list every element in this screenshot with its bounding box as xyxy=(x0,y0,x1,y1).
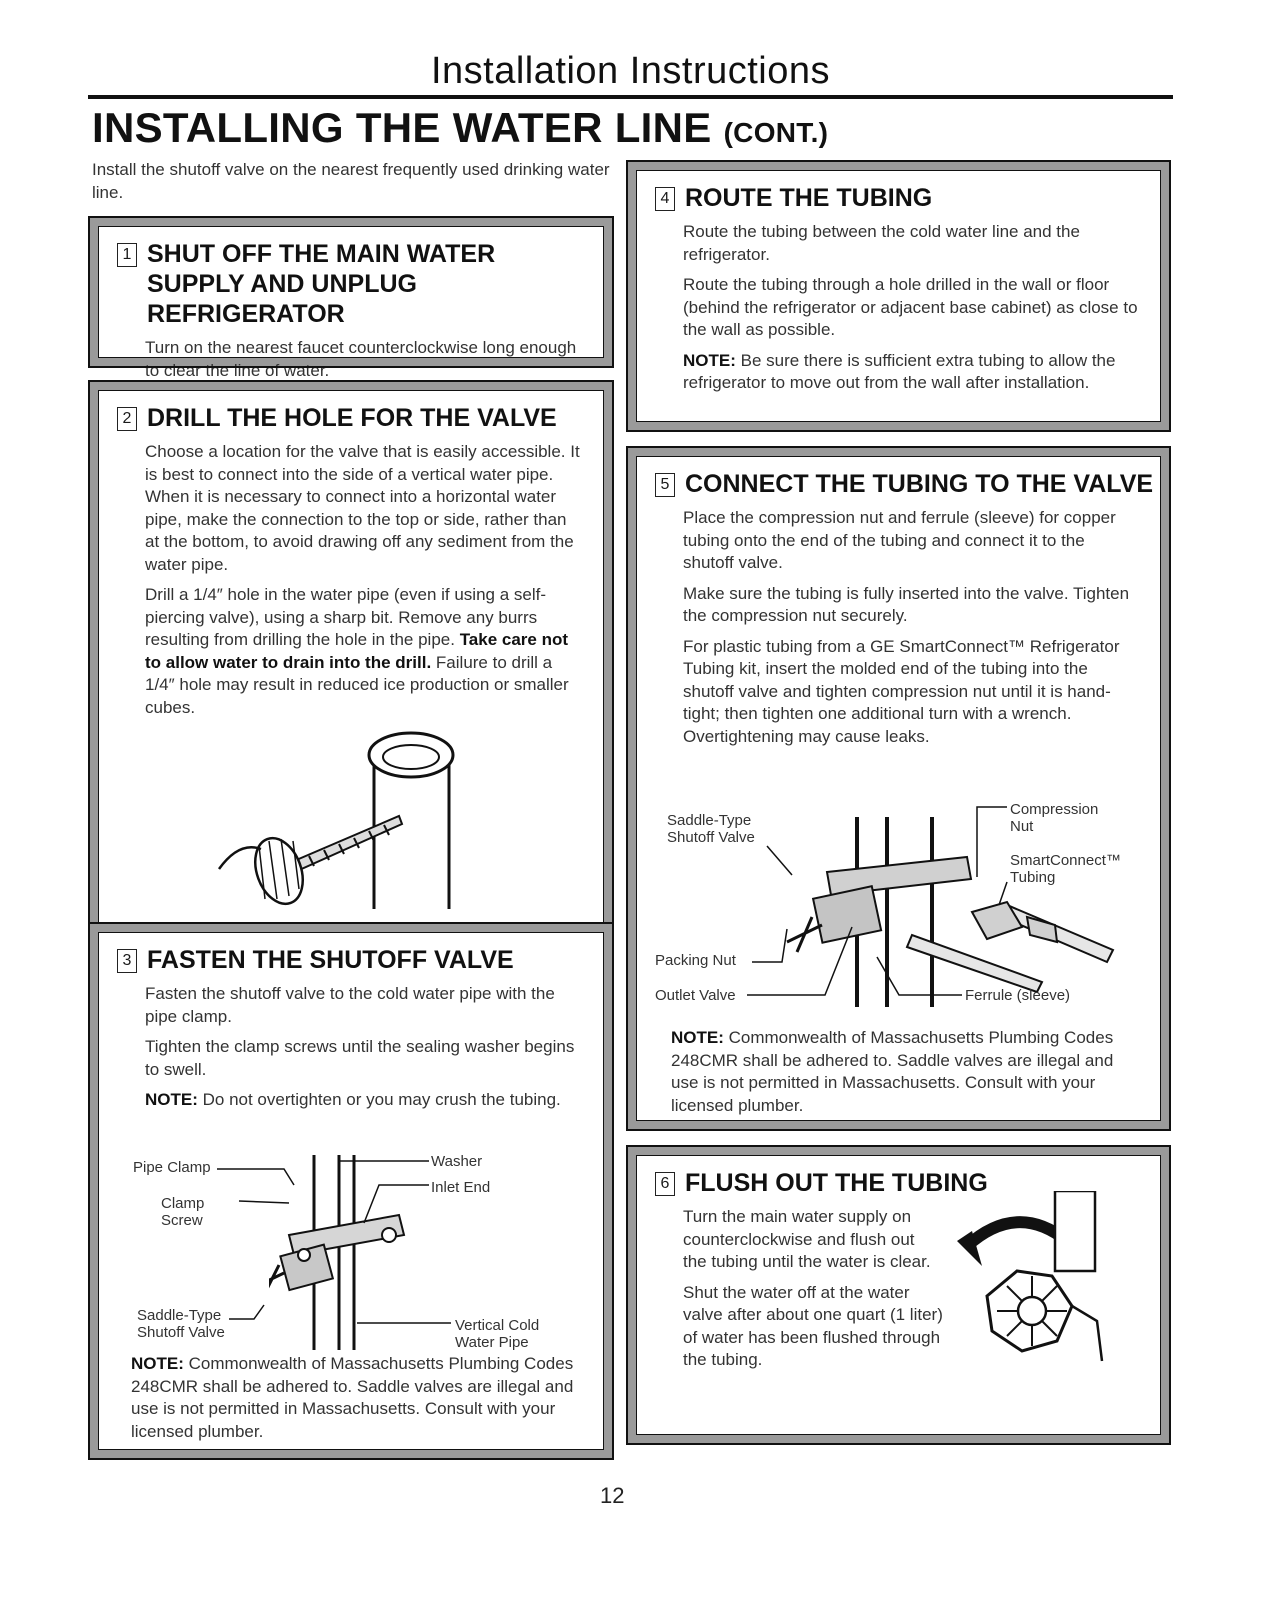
step-3-note-2-label: NOTE: xyxy=(131,1354,184,1373)
step-4-para-1: Route the tubing between the cold water line and the refrigerator. xyxy=(683,222,1080,264)
label-packing-nut: Packing Nut xyxy=(655,952,736,969)
step-2-para-2-text: Drill a 1/4″ hole in the water pipe (even if using a self-piercing valve), using a sharp bit. Remove any burrs resulting from drilling the hole in the pipe. xyxy=(145,585,547,649)
step-4-note xyxy=(683,350,1138,395)
step-5-number: 5 xyxy=(655,473,675,497)
step-2-para-2-after: Failure to drill a 1/4″ hole may result in reduced ice production or smaller cubes. xyxy=(145,652,569,717)
label-compression-nut: Compression Nut xyxy=(1010,801,1099,835)
label-clamp-screw: Clamp Screw xyxy=(161,1195,205,1229)
step-5-para-3: For plastic tubing from a GE SmartConnect™ Refrigerator Tubing kit, insert the molded end of the tubing into the shutoff valve and tighten compression nut until it is hand-tight; then tighten one additional turn with a wrench. Overtightening may cause leaks. xyxy=(683,636,1120,746)
label-vertical-pipe: Vertical Cold Water Pipe xyxy=(455,1317,540,1351)
step-3-note-label: NOTE: xyxy=(145,1090,198,1109)
step-2-warning: Take care not to allow water to drain into the drill. xyxy=(145,630,569,672)
step-6-para-2: Shut the water off at the water valve after about one quart (1 liter) of water has been flushed through the tubing. xyxy=(683,1282,943,1369)
step-1-text: Turn on the nearest faucet counterclockwise long enough to clear the line of water. xyxy=(145,338,577,380)
step-5-note xyxy=(671,1027,1141,1117)
step-4-header xyxy=(655,183,1160,213)
step-5-para-1: Place the compression nut and ferrule (sleeve) for copper tubing onto the end of the tubing and connect it to the shutoff valve. xyxy=(683,508,1116,572)
step-4-note-text: Be sure there is sufficient extra tubing to allow the refrigerator to move out from the wall after installation. xyxy=(683,350,1116,392)
step-1-title: SHUT OFF THE MAIN WATER SUPPLY AND UNPLUG REFRIGERATOR xyxy=(147,240,496,328)
step-1-number: 1 xyxy=(117,243,137,267)
step-4-number: 4 xyxy=(655,187,675,211)
step-2-box xyxy=(88,380,614,935)
section-title-cont: (CONT.) xyxy=(723,117,829,148)
label-ferrule: Ferrule (sleeve) xyxy=(965,987,1071,1004)
faucet-valve-illustration xyxy=(947,1191,1117,1391)
step-3-para-1: Fasten the shutoff valve to the cold water pipe with the pipe clamp. xyxy=(145,984,555,1026)
label-saddle-valve: Saddle-Type Shutoff Valve xyxy=(137,1307,225,1341)
step-4-box xyxy=(626,160,1171,432)
step-2-header xyxy=(117,403,603,433)
step-3-box xyxy=(88,922,614,1460)
step-4-note-label: NOTE: xyxy=(683,350,736,370)
intro-text: Install the shutoff valve on the nearest frequently used drinking water line. xyxy=(92,160,610,202)
step-5-note-text: Commonwealth of Massachusetts Plumbing Codes 248CMR shall be adhered to. Saddle valves are illegal and use is not permitted in Massachusetts. Consult with your licensed plumber. xyxy=(671,1028,1114,1115)
step-5-leader-lines xyxy=(637,457,1167,1057)
step-5-para-2: Make sure the tubing is fully inserted into the valve. Tighten the compression nut securely. xyxy=(683,583,1130,625)
label-inlet-end: Inlet End xyxy=(431,1179,491,1196)
step-2-para-1: Choose a location for the valve that is easily accessible. It is best to connect into the side of a vertical water pipe. When it is necessary to connect into a horizontal water pipe, make the connection to the top or side, rather than at the bottom, to avoid drawing off any sediment from the water pipe. xyxy=(145,442,580,574)
label-outlet-valve: Outlet Valve xyxy=(655,987,736,1004)
label-smartconnect-tubing: SmartConnect™ Tubing xyxy=(1010,852,1121,886)
step-1-header xyxy=(117,239,603,329)
section-title xyxy=(92,104,828,152)
step-4-para-2: Route the tubing through a hole drilled in the wall or floor (behind the refrigerator or adjacent base cabinet) as close to the wall as possible. xyxy=(683,275,1138,339)
step-2-para-2 xyxy=(145,584,581,719)
header-rule xyxy=(88,95,1173,99)
step-4-title: ROUTE THE TUBING xyxy=(685,184,933,212)
step-3-title: FASTEN THE SHUTOFF VALVE xyxy=(147,946,514,974)
step-1-box xyxy=(88,216,614,380)
step-3-para-2: Tighten the clamp screws until the sealing washer begins to swell. xyxy=(145,1037,575,1079)
step-5-title: CONNECT THE TUBING TO THE VALVE xyxy=(685,470,1154,498)
drill-illustration xyxy=(199,731,559,911)
step-3-number: 3 xyxy=(117,949,137,973)
section-title-text: INSTALLING THE WATER LINE xyxy=(92,104,712,151)
page-header-title: Installation Instructions xyxy=(430,50,831,92)
label-saddle-type-valve: Saddle-Type Shutoff Valve xyxy=(667,812,755,846)
step-3-note-2 xyxy=(131,1353,581,1443)
step-2-number: 2 xyxy=(117,407,137,431)
step-3-note-2-text: Commonwealth of Massachusetts Plumbing Codes 248CMR shall be adhered to. Saddle valves are illegal and use is not permitted in Massachusetts. Consult with your licensed plumber. xyxy=(131,1354,574,1441)
step-6-box xyxy=(626,1145,1171,1445)
step-5-note-label: NOTE: xyxy=(671,1028,724,1047)
step-6-para-1: Turn the main water supply on counterclockwise and flush out the tubing until the water is clear. xyxy=(683,1207,931,1271)
page-number: 12 xyxy=(600,1483,625,1508)
step-3-note-text: Do not overtighten or you may crush the tubing. xyxy=(202,1090,561,1109)
step-6-title: FLUSH OUT THE TUBING xyxy=(685,1169,988,1197)
step-2-title: DRILL THE HOLE FOR THE VALVE xyxy=(147,404,557,432)
label-pipe-clamp: Pipe Clamp xyxy=(133,1159,211,1176)
label-washer: Washer xyxy=(431,1153,483,1170)
step-5-box xyxy=(626,446,1171,1131)
step-6-number: 6 xyxy=(655,1172,675,1196)
